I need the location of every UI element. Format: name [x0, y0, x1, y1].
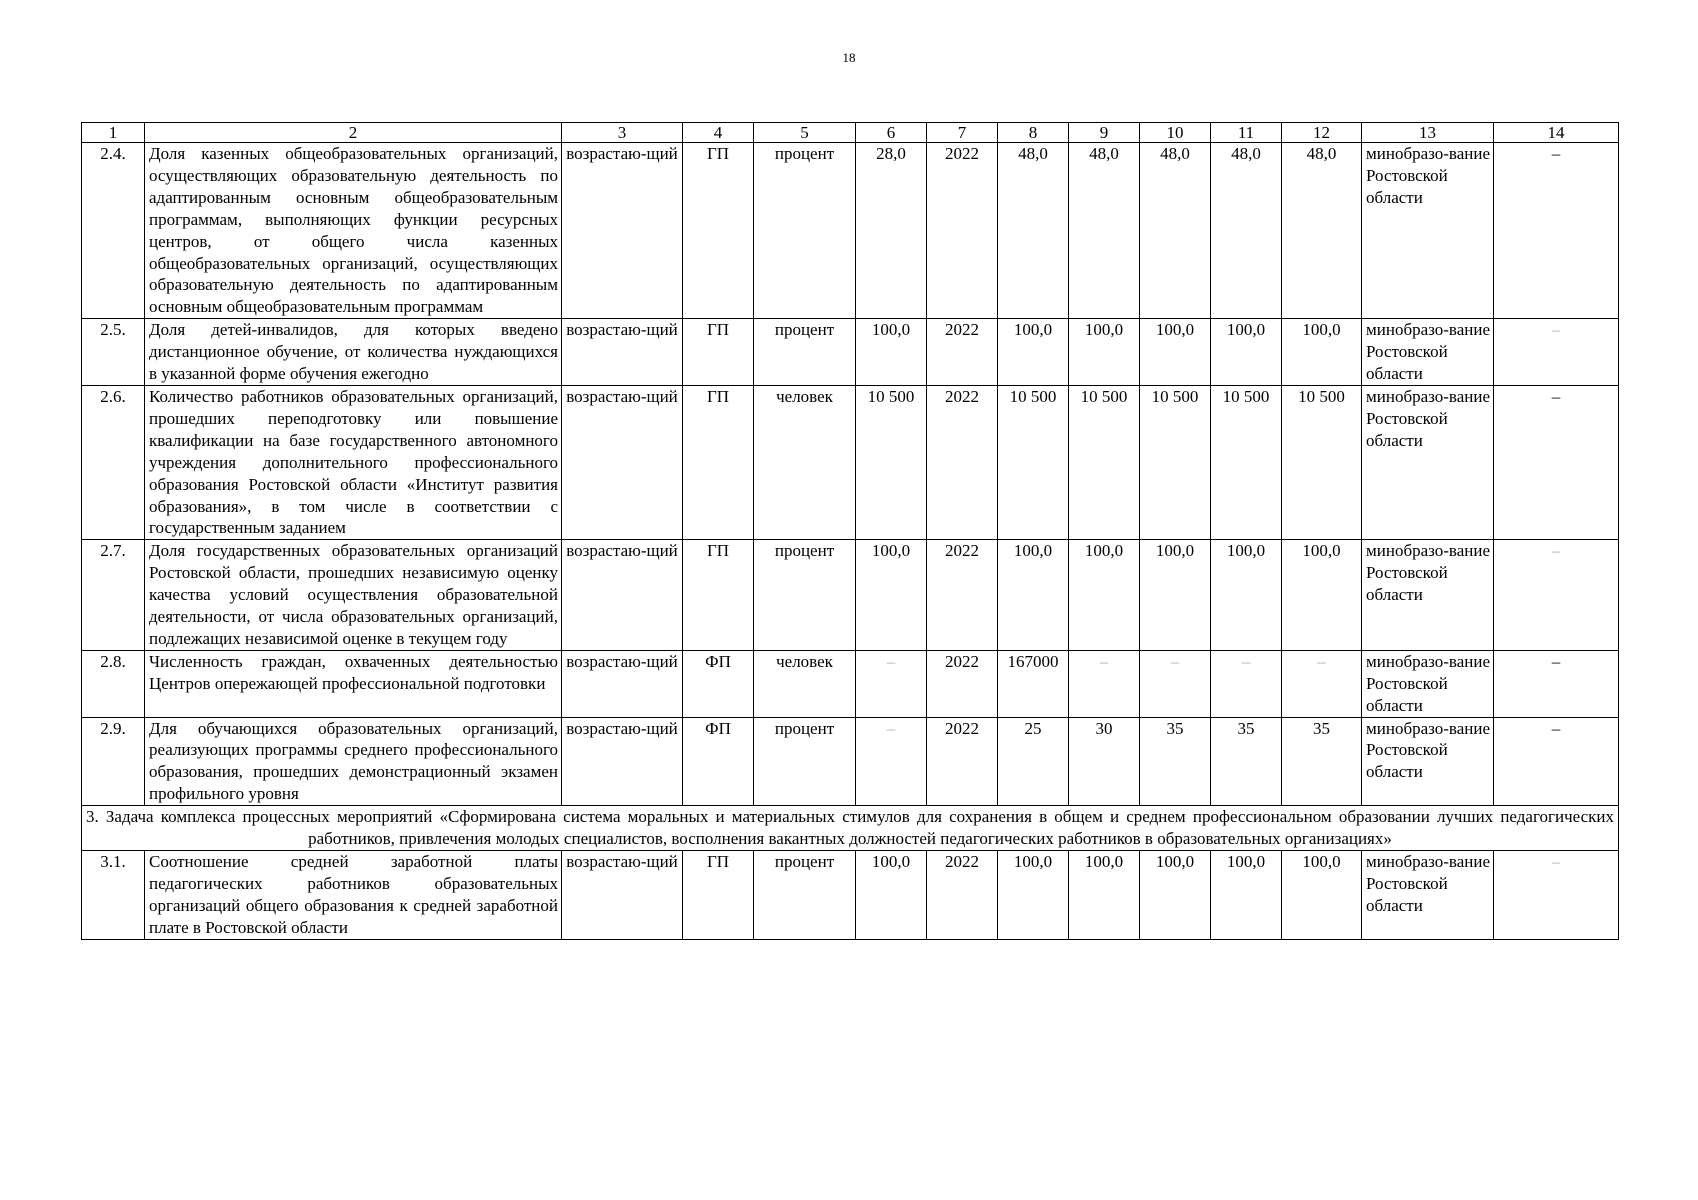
base-value: 28,0 — [856, 143, 927, 319]
value-cell: 35 — [1282, 717, 1362, 806]
column-header: 8 — [998, 123, 1069, 143]
indicator-description: Для обучающихся образовательных организаций, реализующих программы среднего профессионального образования, прошедших демонстрационный экзамен профильного уровня — [145, 717, 562, 806]
value-cell: 48,0 — [1282, 143, 1362, 319]
base-year: 2022 — [927, 717, 998, 806]
column-header: 9 — [1069, 123, 1140, 143]
unit-cell: процент — [754, 540, 856, 651]
base-value: – — [856, 650, 927, 717]
row-number: 3.1. — [82, 851, 145, 940]
unit-cell: процент — [754, 717, 856, 806]
value-cell: 100,0 — [998, 540, 1069, 651]
base-year: 2022 — [927, 385, 998, 539]
value-cell: 35 — [1140, 717, 1211, 806]
column-header: 14 — [1494, 123, 1619, 143]
table-row — [82, 717, 1619, 806]
value-cell: 100,0 — [1211, 540, 1282, 651]
responsible-cell: минобразо-вание Ростовской области — [1362, 650, 1494, 717]
unit-cell: человек — [754, 650, 856, 717]
value-cell: 48,0 — [1140, 143, 1211, 319]
indicator-description: Количество работников образовательных организаций, прошедших переподготовку или повышение квалификации на базе государственного автономного учреждения дополнительного профессионального образования Ростовской области «Институт развития образования», в том числе в соответствии с государственным заданием — [145, 385, 562, 539]
base-value: 100,0 — [856, 851, 927, 940]
notes-cell: – — [1494, 851, 1619, 940]
base-year: 2022 — [927, 540, 998, 651]
trend-cell: возрастаю-щий — [562, 650, 683, 717]
value-cell: 100,0 — [1282, 540, 1362, 651]
value-cell: 167000 — [998, 650, 1069, 717]
value-cell: 35 — [1211, 717, 1282, 806]
indicators-table — [81, 122, 1619, 940]
base-value: 100,0 — [856, 319, 927, 386]
value-cell: 48,0 — [1211, 143, 1282, 319]
value-cell: 100,0 — [998, 851, 1069, 940]
notes-cell: – — [1494, 717, 1619, 806]
page-number: 18 — [842, 50, 856, 65]
indicator-type: ГП — [683, 385, 754, 539]
column-header: 7 — [927, 123, 998, 143]
responsible-cell: минобразо-вание Ростовской области — [1362, 717, 1494, 806]
value-cell: 100,0 — [1069, 319, 1140, 386]
indicator-description: Доля детей-инвалидов, для которых введено дистанционное обучение, от количества нуждающихся в указанной форме обучения ежегодно — [145, 319, 562, 386]
trend-cell: возрастаю-щий — [562, 143, 683, 319]
trend-cell: возрастаю-щий — [562, 385, 683, 539]
task-heading: 3. Задача комплекса процессных мероприятий «Сформирована система моральных и материальных стимулов для сохранения в общем и среднем профессиональном образовании лучших педагогических работников, привлечения молодых специалистов, восполнения вакантных должностей педагогических работников в образовательных организациях» — [82, 806, 1619, 851]
value-cell: 48,0 — [1069, 143, 1140, 319]
column-header: 13 — [1362, 123, 1494, 143]
responsible-cell: минобразо-вание Ростовской области — [1362, 851, 1494, 940]
responsible-cell: минобразо-вание Ростовской области — [1362, 143, 1494, 319]
column-header: 6 — [856, 123, 927, 143]
table-row — [82, 540, 1619, 651]
value-cell: – — [1211, 650, 1282, 717]
unit-cell: процент — [754, 143, 856, 319]
row-number: 2.6. — [82, 385, 145, 539]
value-cell: 100,0 — [1069, 540, 1140, 651]
indicator-description: Соотношение средней заработной платы педагогических работников образовательных организаций общего образования к средней заработной плате в Ростовской области — [145, 851, 562, 940]
base-year: 2022 — [927, 851, 998, 940]
value-cell: 30 — [1069, 717, 1140, 806]
value-cell: – — [1282, 650, 1362, 717]
value-cell: 100,0 — [1140, 851, 1211, 940]
column-header: 11 — [1211, 123, 1282, 143]
trend-cell: возрастаю-щий — [562, 851, 683, 940]
value-cell: 100,0 — [1140, 540, 1211, 651]
indicator-description: Численность граждан, охваченных деятельностью Центров опережающей профессиональной подготовки — [145, 650, 562, 717]
base-year: 2022 — [927, 319, 998, 386]
task-heading-row — [82, 806, 1619, 851]
indicator-type: ГП — [683, 851, 754, 940]
base-year: 2022 — [927, 650, 998, 717]
base-value: 10 500 — [856, 385, 927, 539]
value-cell: 25 — [998, 717, 1069, 806]
row-number: 2.5. — [82, 319, 145, 386]
notes-cell: – — [1494, 143, 1619, 319]
base-value: – — [856, 717, 927, 806]
column-header: 10 — [1140, 123, 1211, 143]
column-header: 3 — [562, 123, 683, 143]
value-cell: 10 500 — [998, 385, 1069, 539]
responsible-cell: минобразо-вание Ростовской области — [1362, 540, 1494, 651]
indicator-type: ФП — [683, 650, 754, 717]
indicator-type: ГП — [683, 143, 754, 319]
row-number: 2.8. — [82, 650, 145, 717]
value-cell: 100,0 — [998, 319, 1069, 386]
value-cell: 100,0 — [1282, 851, 1362, 940]
base-year: 2022 — [927, 143, 998, 319]
notes-cell: – — [1494, 319, 1619, 386]
column-header: 1 — [82, 123, 145, 143]
row-number: 2.9. — [82, 717, 145, 806]
value-cell: 100,0 — [1211, 851, 1282, 940]
unit-cell: процент — [754, 319, 856, 386]
column-number-row — [82, 123, 1619, 143]
notes-cell: – — [1494, 385, 1619, 539]
value-cell: 48,0 — [998, 143, 1069, 319]
responsible-cell: минобразо-вание Ростовской области — [1362, 385, 1494, 539]
base-value: 100,0 — [856, 540, 927, 651]
trend-cell: возрастаю-щий — [562, 540, 683, 651]
value-cell: 100,0 — [1069, 851, 1140, 940]
table-row — [82, 650, 1619, 717]
column-header: 4 — [683, 123, 754, 143]
responsible-cell: минобразо-вание Ростовской области — [1362, 319, 1494, 386]
value-cell: 10 500 — [1140, 385, 1211, 539]
value-cell: 10 500 — [1282, 385, 1362, 539]
indicator-description: Доля государственных образовательных организаций Ростовской области, прошедших независимую оценку качества условий осуществления образовательной деятельности, от числа образовательных организаций, подлежащих независимой оценке в текущем году — [145, 540, 562, 651]
table-row — [82, 851, 1619, 940]
value-cell: – — [1069, 650, 1140, 717]
column-header: 12 — [1282, 123, 1362, 143]
value-cell: 100,0 — [1140, 319, 1211, 386]
value-cell: – — [1140, 650, 1211, 717]
unit-cell: процент — [754, 851, 856, 940]
column-header: 2 — [145, 123, 562, 143]
unit-cell: человек — [754, 385, 856, 539]
value-cell: 10 500 — [1211, 385, 1282, 539]
trend-cell: возрастаю-щий — [562, 319, 683, 386]
indicator-type: ГП — [683, 319, 754, 386]
notes-cell: – — [1494, 540, 1619, 651]
trend-cell: возрастаю-щий — [562, 717, 683, 806]
indicator-type: ГП — [683, 540, 754, 651]
indicator-type: ФП — [683, 717, 754, 806]
table-row — [82, 319, 1619, 386]
column-header: 5 — [754, 123, 856, 143]
row-number: 2.7. — [82, 540, 145, 651]
table-row — [82, 143, 1619, 319]
value-cell: 100,0 — [1282, 319, 1362, 386]
indicator-description: Доля казенных общеобразовательных организаций, осуществляющих образовательную деятельность по адаптированным основным общеобразовательным программам, выполняющих функции ресурсных центров, от общего числа казенных общеобразовательных организаций, осуществляющих образовательную деятельность по адаптированным основным общеобразовательным программам — [145, 143, 562, 319]
row-number: 2.4. — [82, 143, 145, 319]
value-cell: 10 500 — [1069, 385, 1140, 539]
value-cell: 100,0 — [1211, 319, 1282, 386]
table-row — [82, 385, 1619, 539]
notes-cell: – — [1494, 650, 1619, 717]
